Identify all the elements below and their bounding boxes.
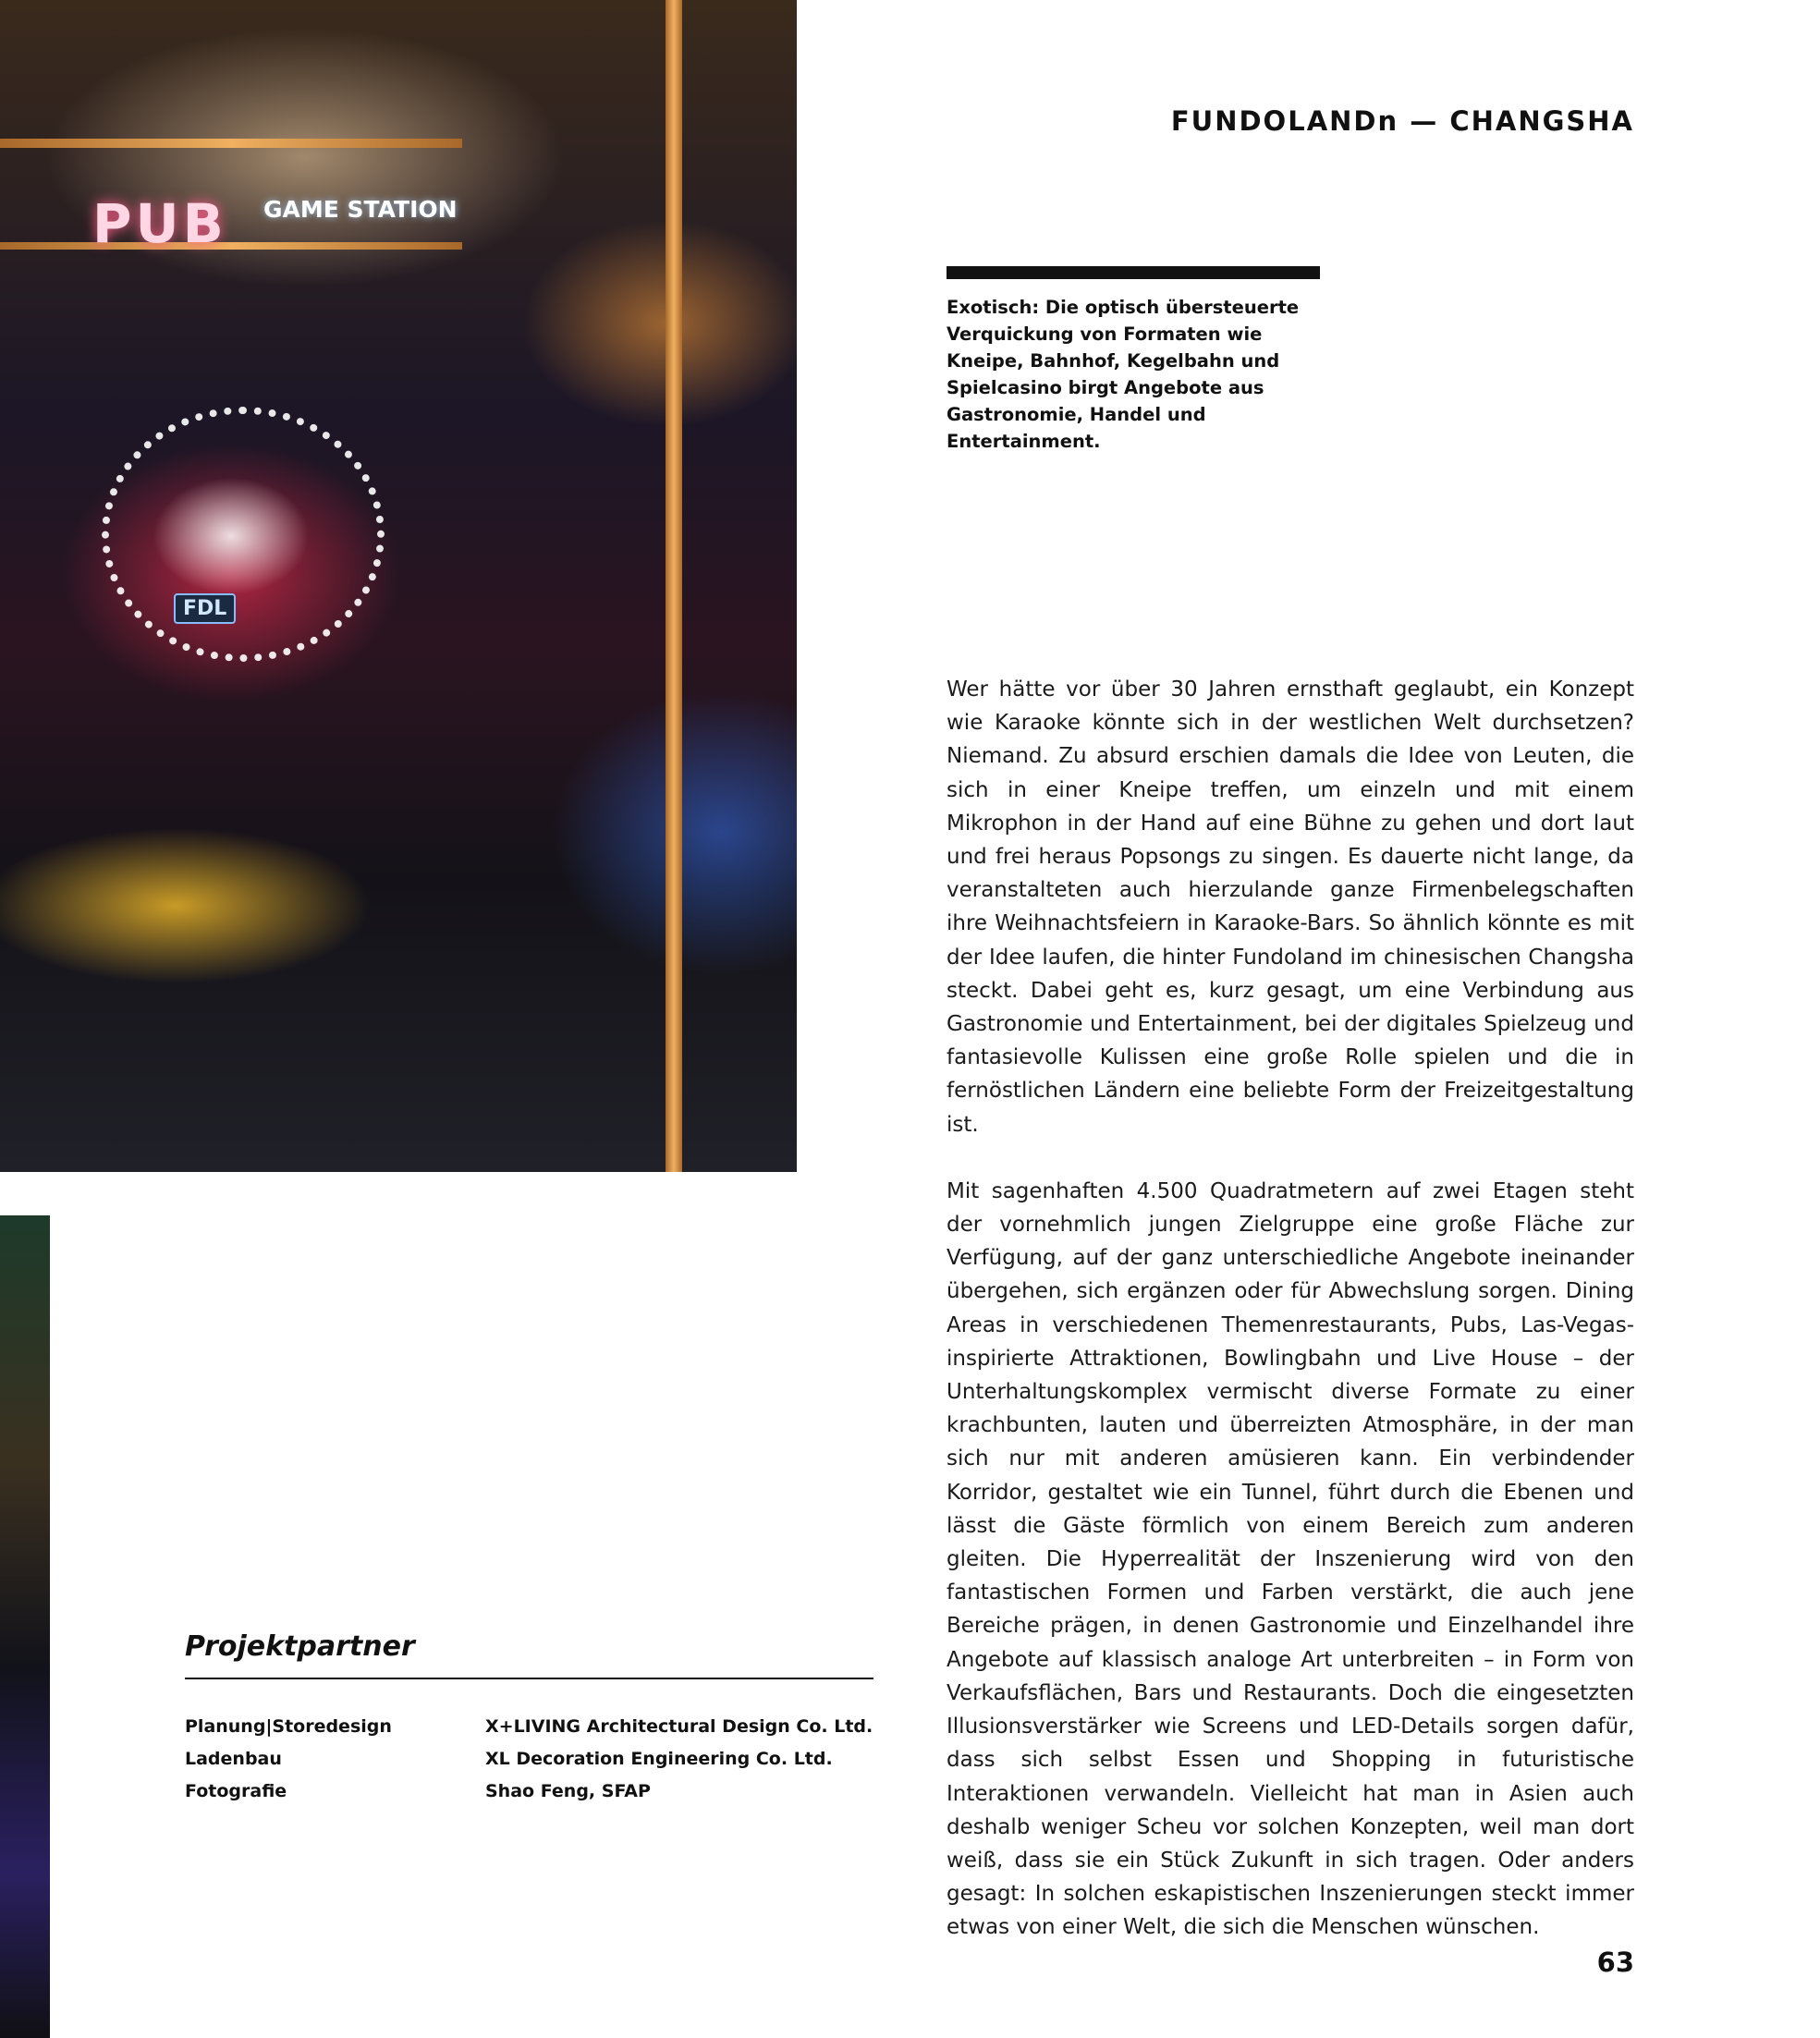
- partners-title: Projektpartner: [185, 1630, 415, 1663]
- partner-row: [185, 1781, 873, 1813]
- fdl-sign: FDL: [174, 593, 236, 624]
- hero-photo: [0, 0, 797, 1172]
- caption-rule: [947, 266, 1320, 279]
- photo-caption: Exotisch: Die optisch übersteuerte Verquickung von Formaten wie Kneipe, Bahnhof, Kegelbahn und Spielcasino birgt Angebote aus Gastronomie, Handel und Entertainment.: [947, 297, 1300, 452]
- body-paragraph: Mit sagenhaften 4.500 Quadratmetern auf zwei Etagen steht der vornehmlich jungen Zielgruppe eine große Fläche zur Verfügung, auf der ganz unterschiedliche Angebote ineinander übergehen, sich ergänzen oder für Abwechslung sorgen. Dining Areas in verschiedenen Themenrestaurants, Pubs, Las-Vegas-inspirierte Attraktionen, Bowlingbahn und Live House – der Unterhaltungskomplex vermischt diverse Formate zu einer krachbunten, lauten und überreizten Atmosphäre, in der man sich nur mit anderen amüsieren kann. Ein verbindender Korridor, gestaltet wie ein Tunnel, führt durch die Ebenen und lässt die Gäste förmlich von einem Bereich zum anderen gleiten. Die Hyperrealität der Inszenierung wird von den fantastischen Formen und Farben verstärkt, die auch jene Bereiche prägen, in denen Gastronomie und Einzelhandel ihre Angebote auf klassisch analoge Art unterbreiten – in Form von Verkaufsflächen, Bars und Restaurants. Doch die eingesetzten Illusionsverstärker wie Screens und LED-Details sorgen dafür, dass sich selbst Essen und Shopping in futuristische Interaktionen verwandeln. Vielleicht hat man in Asien auch deshalb weniger Scheu vor solchen Konzepten, weil man dort weiß, dass sie ein Stück Zukunft in sich tragen. Oder anders gesagt: In solchen eskapistischen Inszenierungen steckt immer etwas von einer Welt, die sich die Menschen wünschen.: [947, 1178, 1634, 1940]
- secondary-photo-strip: [0, 1215, 50, 2038]
- partner-name: Shao Feng, SFAP: [485, 1781, 651, 1801]
- partner-row: [185, 1716, 873, 1749]
- partner-role: Fotografie: [185, 1781, 287, 1801]
- page-number: 63: [1596, 1946, 1634, 1978]
- game-station-sign: GAME STATION: [263, 196, 458, 223]
- pub-sign: PUB: [92, 192, 227, 255]
- partner-role: Planung|Storedesign: [185, 1716, 392, 1737]
- partners-rule: [185, 1678, 873, 1679]
- article-body: [947, 673, 1634, 1945]
- partner-name: XL Decoration Engineering Co. Ltd.: [485, 1749, 833, 1769]
- body-paragraph: Wer hätte vor über 30 Jahren ernsthaft geglaubt, ein Konzept wie Karaoke könnte sich in der westlichen Welt durchsetzen? Niemand. Zu absurd erschien damals die Idee von Leuten, die sich in einer Kneipe treffen, um einzeln und mit einem Mikrophon in der Hand auf eine Bühne zu gehen und dort laut und frei heraus Popsongs zu singen. Es dauerte nicht lange, da veranstalteten auch hierzulande ganze Firmenbelegschaften ihre Weihnachtsfeiern in Karaoke-Bars. So ähnlich könnte es mit der Idee laufen, die hinter Fundoland im chinesischen Changsha steckt. Dabei geht es, kurz gesagt, um eine Verbindung aus Gastronomie und Entertainment, bei der digitales Spielzeug und fantasievolle Kulissen eine große Rolle spielen und die in fernöstlichen Ländern eine beliebte Form der Freizeitgestaltung ist.: [947, 677, 1634, 1137]
- running-head: FUNDOLANDn — CHANGSHA: [1170, 105, 1634, 137]
- partner-row: [185, 1749, 873, 1781]
- ball-dome: [102, 407, 385, 662]
- partner-name: X+LIVING Architectural Design Co. Ltd.: [485, 1716, 873, 1737]
- partner-role: Ladenbau: [185, 1749, 282, 1769]
- partners-table: [185, 1716, 873, 1813]
